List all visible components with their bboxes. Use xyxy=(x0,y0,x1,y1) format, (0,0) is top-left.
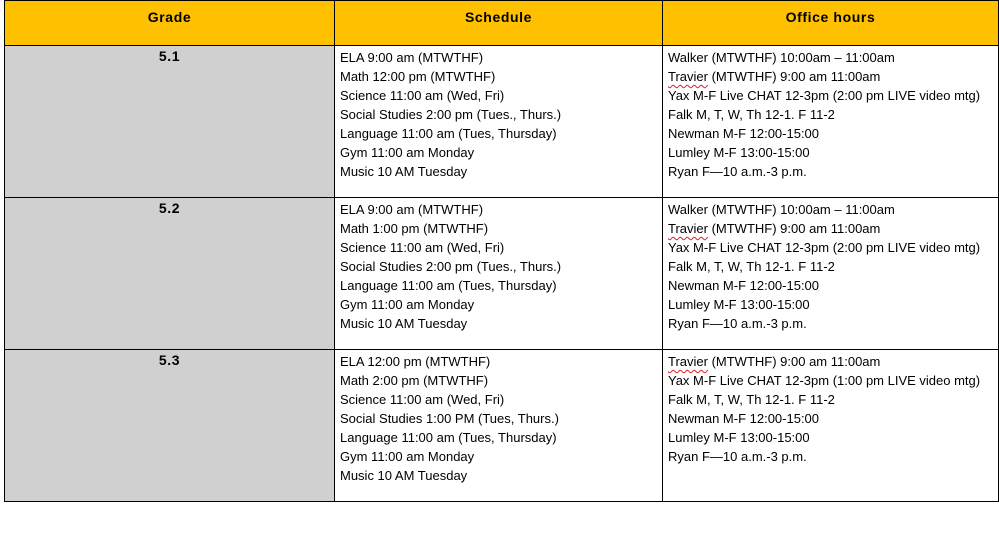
list-item: Yax M-F Live CHAT 12-3pm (2:00 pm LIVE video mtg) xyxy=(668,88,981,103)
list-item: Lumley M-F 13:00-15:00 xyxy=(668,297,810,312)
list-item: Newman M-F 12:00-15:00 xyxy=(668,126,820,141)
schedule-cell xyxy=(335,198,663,350)
office-hours-cell xyxy=(663,350,999,502)
header-grade: Grade xyxy=(5,1,335,46)
list-item: Music 10 AM Tuesday xyxy=(340,316,468,331)
list-item: Gym 11:00 am Monday xyxy=(340,297,475,312)
list-item: Falk M, T, W, Th 12-1. F 11-2 xyxy=(668,107,835,122)
list-item: Ryan F—10 a.m.-3 p.m. xyxy=(668,316,807,331)
list-item: ELA 9:00 am (MTWTHF) xyxy=(340,202,484,217)
list-item: Language 11:00 am (Tues, Thursday) xyxy=(340,278,557,293)
list-item: Language 11:00 am (Tues, Thursday) xyxy=(340,126,557,141)
table-row xyxy=(5,198,999,350)
grade-label: 5.3 xyxy=(158,352,181,368)
list-item: Social Studies 2:00 pm (Tues., Thurs.) xyxy=(340,107,562,122)
list-item-text: (MTWTHF) 9:00 am 11:00am xyxy=(707,69,881,84)
list-item: Math 12:00 pm (MTWTHF) xyxy=(340,69,496,84)
list-item: Lumley M-F 13:00-15:00 xyxy=(668,430,810,445)
header-office-hours: Office hours xyxy=(663,1,999,46)
schedule-list xyxy=(335,46,662,181)
list-item: Newman M-F 12:00-15:00 xyxy=(668,411,820,426)
list-item: Music 10 AM Tuesday xyxy=(340,164,468,179)
list-item: Falk M, T, W, Th 12-1. F 11-2 xyxy=(668,259,835,274)
office-hours-cell xyxy=(663,198,999,350)
grade-cell xyxy=(5,46,335,198)
office-hours-list xyxy=(663,350,998,466)
list-item: ELA 12:00 pm (MTWTHF) xyxy=(340,354,491,369)
schedule-body xyxy=(5,46,999,502)
list-item: Social Studies 2:00 pm (Tues., Thurs.) xyxy=(340,259,562,274)
list-item: Lumley M-F 13:00-15:00 xyxy=(668,145,810,160)
list-item: Yax M-F Live CHAT 12-3pm (1:00 pm LIVE video mtg) xyxy=(668,373,981,388)
list-item-text: (MTWTHF) 9:00 am 11:00am xyxy=(707,221,881,236)
list-item xyxy=(668,67,998,86)
list-item: Science 11:00 am (Wed, Fri) xyxy=(340,240,505,255)
list-item: Music 10 AM Tuesday xyxy=(340,468,468,483)
list-item: ELA 9:00 am (MTWTHF) xyxy=(340,50,484,65)
list-item: Math 1:00 pm (MTWTHF) xyxy=(340,221,489,236)
schedule-table xyxy=(4,0,999,502)
header-schedule: Schedule xyxy=(335,1,663,46)
grade-label: 5.2 xyxy=(158,200,181,216)
table-row xyxy=(5,46,999,198)
office-hours-cell xyxy=(663,46,999,198)
list-item: Gym 11:00 am Monday xyxy=(340,449,475,464)
schedule-list xyxy=(335,350,662,485)
list-item xyxy=(668,352,998,371)
list-item: Social Studies 1:00 PM (Tues, Thurs.) xyxy=(340,411,559,426)
list-item xyxy=(668,219,998,238)
schedule-cell xyxy=(335,46,663,198)
list-item: Newman M-F 12:00-15:00 xyxy=(668,278,820,293)
spellcheck-word[interactable]: Travier xyxy=(668,69,708,84)
table-row xyxy=(5,350,999,502)
list-item: Falk M, T, W, Th 12-1. F 11-2 xyxy=(668,392,835,407)
schedule-cell xyxy=(335,350,663,502)
header-row xyxy=(5,1,999,46)
list-item: Gym 11:00 am Monday xyxy=(340,145,475,160)
list-item: Ryan F—10 a.m.-3 p.m. xyxy=(668,449,807,464)
list-item: Science 11:00 am (Wed, Fri) xyxy=(340,392,505,407)
spellcheck-word[interactable]: Travier xyxy=(668,354,708,369)
list-item: Yax M-F Live CHAT 12-3pm (2:00 pm LIVE video mtg) xyxy=(668,240,981,255)
list-item: Walker (MTWTHF) 10:00am – 11:00am xyxy=(668,50,895,65)
spellcheck-word[interactable]: Travier xyxy=(668,221,708,236)
office-hours-list xyxy=(663,46,998,181)
grade-cell xyxy=(5,350,335,502)
list-item: Ryan F—10 a.m.-3 p.m. xyxy=(668,164,807,179)
schedule-list xyxy=(335,198,662,333)
list-item: Math 2:00 pm (MTWTHF) xyxy=(340,373,489,388)
list-item: Science 11:00 am (Wed, Fri) xyxy=(340,88,505,103)
grade-cell xyxy=(5,198,335,350)
list-item: Walker (MTWTHF) 10:00am – 11:00am xyxy=(668,202,895,217)
office-hours-list xyxy=(663,198,998,333)
schedule-document xyxy=(4,0,998,502)
list-item-text: (MTWTHF) 9:00 am 11:00am xyxy=(707,354,881,369)
grade-label: 5.1 xyxy=(158,48,181,64)
list-item: Language 11:00 am (Tues, Thursday) xyxy=(340,430,557,445)
